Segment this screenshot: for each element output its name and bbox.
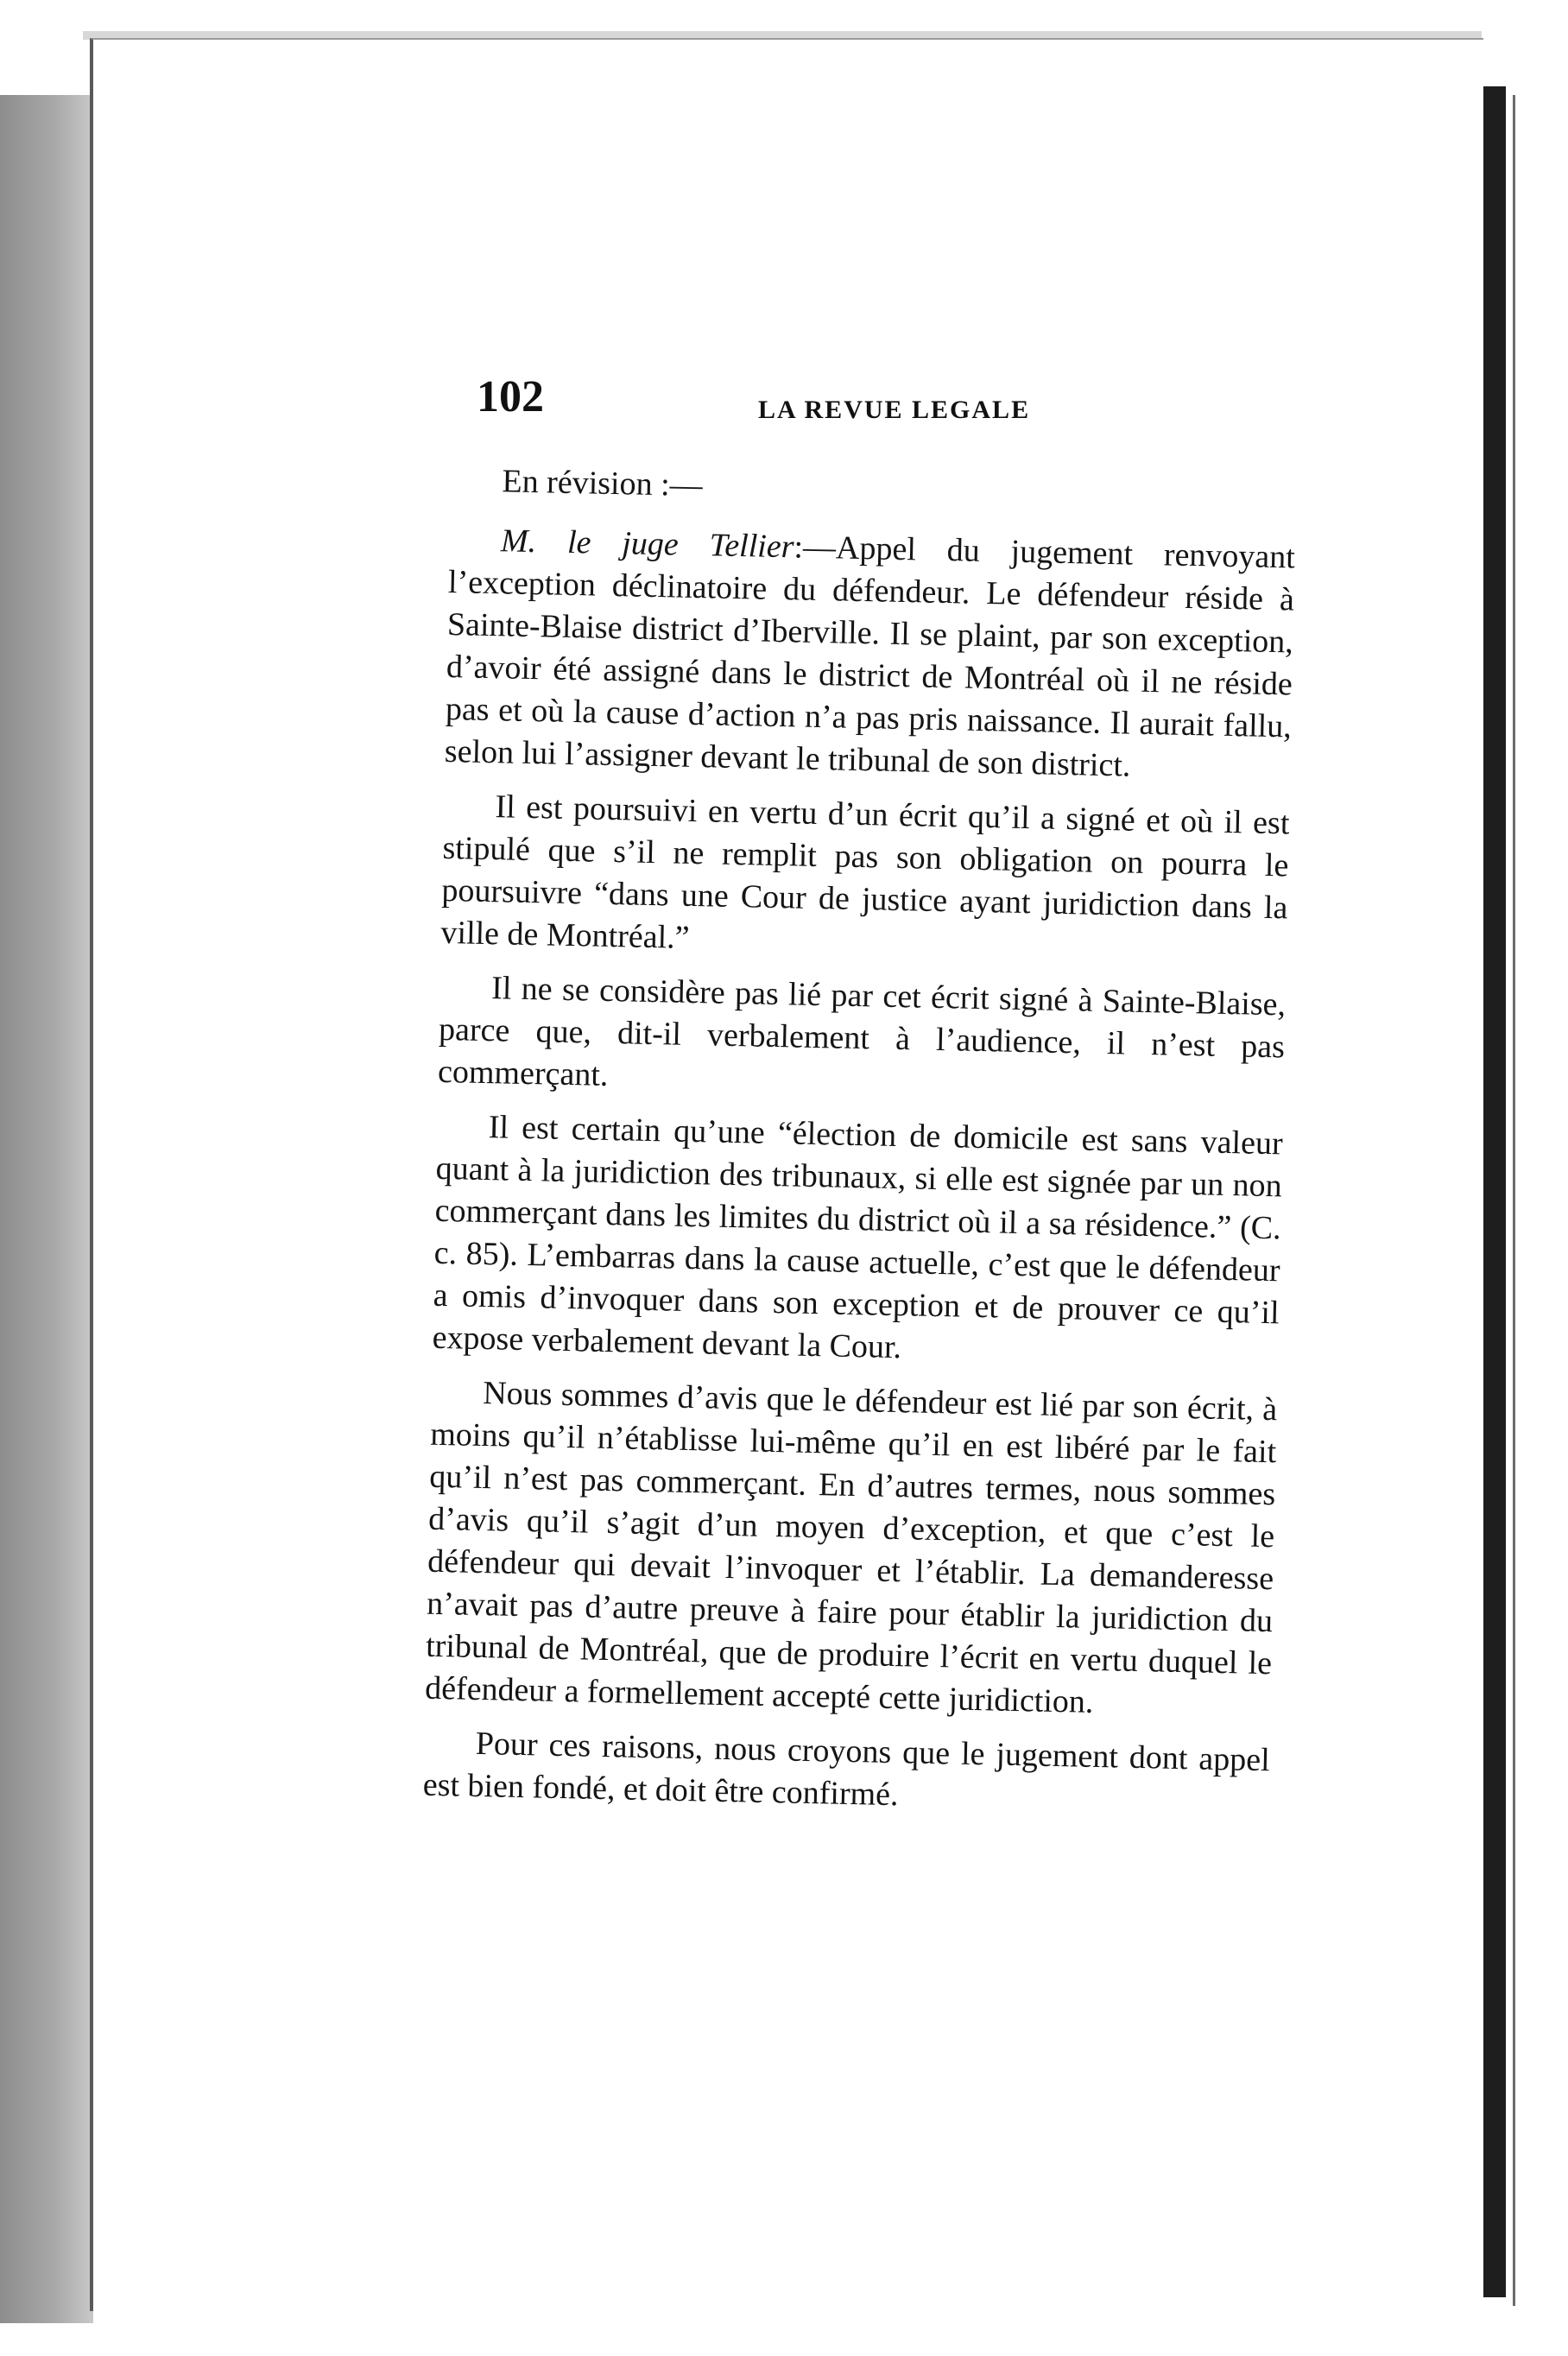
page-gutter-shadow (1483, 86, 1506, 2297)
page-number: 102 (477, 372, 544, 421)
paragraph-3: Il ne se considère pas lié par cet écrit signé à Sainte-Blaise, parce que, dit-il verbalement à l’audience, il n’est pas commerçant. (437, 970, 1287, 1093)
next-page-edge (1513, 95, 1515, 2306)
paragraph-5: Nous sommes d’avis que le défendeur est lié par son écrit, à moins qu’il n’établisse lui-même qu’il en est libéré par le fait qu’il n’est pas commerçant. En d’autres termes, nous sommes d’avis qu’il s’agit d’un moyen d’exception, et que c’est le défendeur qui devait l’invoquer et l’établir. La demanderesse n’avait pas d’autre preuve à faire pour établir la juridiction du tribunal de Montréal, que de produire l’écrit en vertu duquel le défendeur a formellement accepté cette juridiction. (424, 1375, 1278, 1720)
scan-left-margin (0, 95, 93, 2323)
judge-name: M. le juge Tellier (500, 522, 794, 566)
paragraph-1 (444, 519, 1295, 790)
paragraph-1-text: :—Appel du jugement renvoyant l’exception déclinatoire du défendeur. Le défendeur réside à Sainte-Blaise district d’Iberville. Il se plaint, par son exception, d’avoir été assigné dans le district de Montréal où il ne réside pas et où la cause d’action n’a pas pris naissance. Il aurait fallu, selon lui l’assigner devant le tribunal de son district. (444, 529, 1296, 784)
paragraph-6: Pour ces raisons, nous croyons que le jugement dont appel est bien fondé, et doit être confirmé. (422, 1725, 1271, 1814)
paragraph-4: Il est certain qu’une “élection de domicile est sans valeur quant à la juridiction des tribunaux, si elle est signée par un non commerçant dans les limites du district où il a sa résidence.” (C. c. 85). L’embarras dans la cause actuelle, c’est que le défendeur a omis d’invoquer dans son exception et de prouver ce qu’il expose verbalement devant la Cour. (432, 1109, 1284, 1366)
paragraph-2: Il est poursuivi en vertu d’un écrit qu’il a signé et où il est stipulé que s’il ne remplit pas son obligation on pourra le poursuivre “dans une Cour de justice ayant juridiction dans la ville de Montréal.” (440, 788, 1290, 956)
article-body (422, 459, 1297, 1836)
page-header (473, 371, 1302, 440)
section-label: En révision :— (502, 463, 704, 504)
running-head: LA REVUE LEGALE (758, 396, 1031, 424)
